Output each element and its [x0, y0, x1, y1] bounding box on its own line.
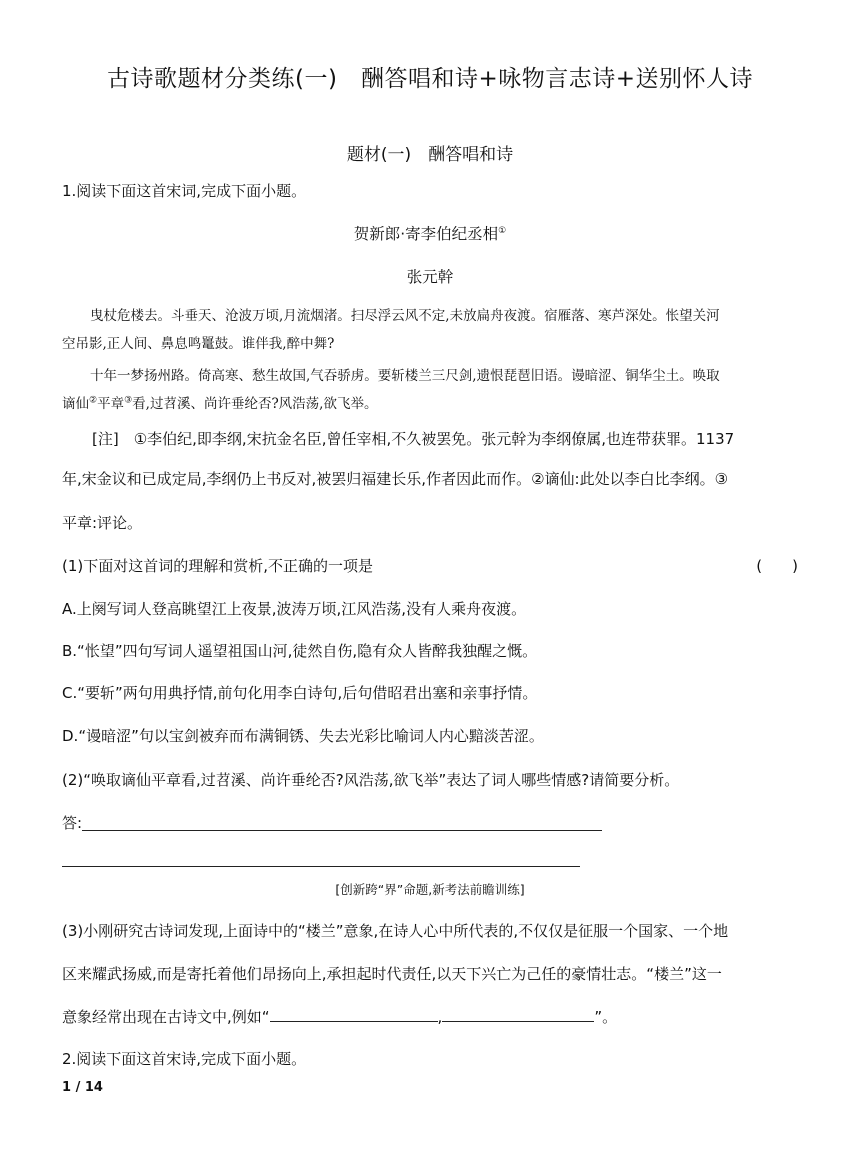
poem-text: 谪仙	[62, 396, 89, 412]
poem-line	[62, 392, 802, 412]
poem-line: 空吊影,正人间、鼻息鸣鼍鼓。谁伴我,醉中舞?	[62, 336, 335, 352]
section-tag: [创新跨“界”命题,新考法前瞻训练]	[335, 882, 525, 897]
poem-line: 十年一梦扬州路。倚高寒、愁生故国,气吞骄虏。要斩楼兰三尺剑,遗恨琵琶旧语。谩暗涩、铜华尘土。唤取	[90, 368, 720, 384]
option-d: D.“谩暗涩”句以宝剑被弃而布满铜锈、失去光彩比喻词人内心黯淡苦涩。	[62, 727, 544, 745]
answer-parentheses: ( )	[756, 557, 798, 575]
annotation-line: [注] ①李伯纪,即李纲,宋抗金名臣,曾任宰相,不久被罢免。张元幹为李纲僚属,也连带获罪。1137	[92, 430, 735, 448]
page-title: 古诗歌题材分类练(一) 酬答唱和诗+咏物言志诗+送别怀人诗	[107, 66, 753, 92]
poem-title	[0, 222, 860, 244]
poem-text: 平章	[97, 396, 125, 412]
subquestion-3-line	[62, 1006, 617, 1027]
poem-text: 看,过苕溪、尚许垂纶否?风浩荡,欲飞举。	[132, 396, 378, 412]
annotation-line: 年,宋金议和已成定局,李纲仍上书反对,被罢归福建长乐,作者因此而作。②谪仙:此处以李白比李纲。③	[62, 470, 729, 488]
subquestion-2-stem: (2)“唤取谪仙平章看,过苕溪、尚许垂纶否?风浩荡,欲飞举”表达了词人哪些情感?请简要分析。	[62, 771, 680, 789]
poem-title-text: 贺新郎·寄李伯纪丞相	[353, 225, 499, 243]
option-a: A.上阕写词人登高眺望江上夜景,波涛万顷,江风浩荡,没有人乘舟夜渡。	[62, 600, 527, 618]
question-1-intro: 1.阅读下面这首宋词,完成下面小题。	[62, 182, 307, 200]
footnote-marker: ②	[89, 395, 98, 406]
option-c: C.“要斩”两句用典抒情,前句化用李白诗句,后句借昭君出塞和亲事抒情。	[62, 684, 538, 702]
subquestion-3-text: 意象经常出现在古诗文中,例如“	[62, 1008, 270, 1026]
answer-line	[62, 866, 580, 867]
subquestion-1-stem: (1)下面对这首词的理解和赏析,不正确的一项是	[62, 557, 374, 575]
answer-line	[82, 830, 602, 831]
subquestion-3-line: (3)小刚研究古诗词发现,上面诗中的“楼兰”意象,在诗人心中所代表的,不仅仅是征服一个国家、一个地	[62, 922, 729, 940]
footnote-marker: ③	[124, 395, 133, 406]
subquestion-3-line: 区来耀武扬威,而是寄托着他们昂扬向上,承担起时代责任,以天下兴亡为己任的豪情壮志。“楼兰”这一	[62, 965, 722, 983]
footnote-marker: ①	[498, 225, 507, 236]
question-2-intro: 2.阅读下面这首宋诗,完成下面小题。	[62, 1050, 307, 1068]
fill-blank	[270, 1007, 438, 1022]
subquestion-3-text: ,	[437, 1008, 443, 1026]
subquestion-3-text: ”。	[594, 1008, 618, 1026]
poem-line: 曳杖危楼去。斗垂天、沧波万顷,月流烟渚。扫尽浮云风不定,未放扁舟夜渡。宿雁落、寒芦深处。怅望关河	[90, 308, 720, 324]
annotation-line: 平章:评论。	[62, 514, 143, 532]
option-b: B.“怅望”四句写词人遥望祖国山河,徒然自伤,隐有众人皆醉我独醒之慨。	[62, 642, 538, 660]
section-heading: 题材(一) 酬答唱和诗	[346, 145, 514, 165]
fill-blank	[442, 1007, 594, 1022]
poem-author: 张元幹	[406, 268, 454, 286]
answer-label: 答:	[62, 814, 83, 832]
page-number: 1 / 14	[62, 1080, 103, 1095]
